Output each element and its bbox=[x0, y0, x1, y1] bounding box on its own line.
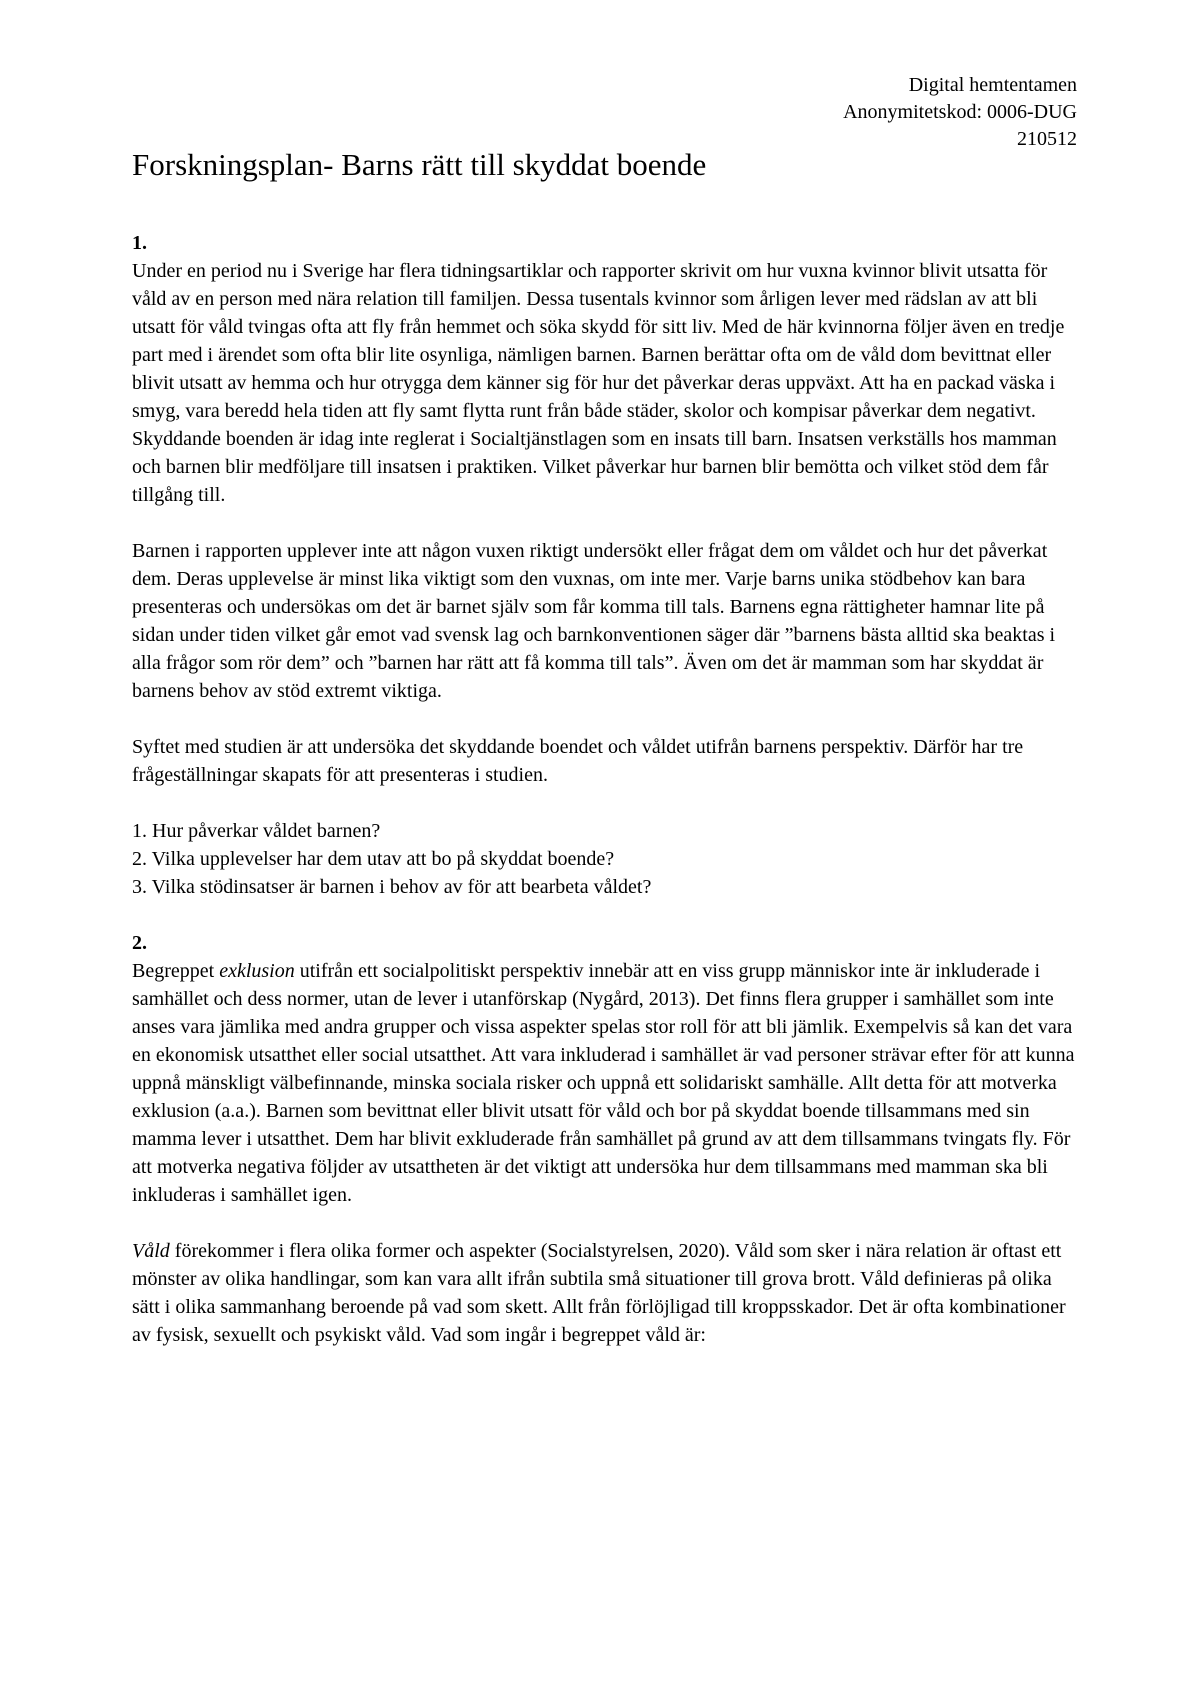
header-anonymity-code: Anonymitetskod: 0006-DUG bbox=[843, 101, 1077, 123]
term-exklusion: exklusion bbox=[219, 960, 295, 982]
section-1-paragraph-2: Barnen i rapporten upplever inte att någon vuxen riktigt undersökt eller frågat dem om våldet och hur det påverkat dem. Deras upplevelse är minst lika viktigt som den vuxnas, om inte mer. Varje barns unika stödbehov kan bara presenteras och undersökas om det är barnet själv som får komma till tals. Barnens egna rättigheter hamnar lite på sidan under tiden vilket går emot vad svensk lag och barnkonventionen säger där ”barnens bästa alltid ska beaktas i alla frågor som rör dem” och ”barnen har rätt att få komma till tals”. Även om det är mamman som har skyddat är barnens behov av stöd extremt viktiga. bbox=[132, 540, 1056, 702]
section-2-paragraph-1 bbox=[132, 957, 1077, 1209]
section-1-number: 1. bbox=[132, 232, 147, 254]
header-exam-type: Digital hemtentamen bbox=[908, 74, 1077, 96]
research-question-3: 3. Vilka stödinsatser är barnen i behov av för att bearbeta våldet? bbox=[132, 876, 652, 898]
document-page bbox=[132, 72, 1077, 1349]
para-text: Begreppet bbox=[132, 960, 220, 982]
section-2-paragraph-2 bbox=[132, 1237, 1077, 1349]
section-1-paragraph-1: Under en period nu i Sverige har flera tidningsartiklar och rapporter skrivit om hur vuxna kvinnor blivit utsatta för våld av en person med nära relation till familjen. Dessa tusentals kvinnor som årligen lever med rädslan av att bli utsatt för våld tvingas ofta att fly från hemmet och söka skydd för sitt liv. Med de här kvinnorna följer även en tredje part med i ärendet som ofta blir lite osynliga, nämligen barnen. Barnen berättar ofta om de våld dom bevittnat eller blivit utsatt av hemma och hur otrygga dem känner sig för hur det påverkar deras uppväxt. Att ha en packad väska i smyg, vara beredd hela tiden att fly samt flytta runt från både städer, skolor och kompisar påverkar dem negativt. Skyddande boenden är idag inte reglerat i Socialtjänstlagen som en insats till barn. Insatsen verkställs hos mamman och barnen blir medföljare till insatsen i praktiken. Vilket påverkar hur barnen blir bemötta och vilket stöd dem får tillgång till. bbox=[132, 260, 1065, 506]
research-question-2: 2. Vilka upplevelser har dem utav att bo på skyddat boende? bbox=[132, 848, 615, 870]
header-date: 210512 bbox=[1017, 128, 1077, 150]
research-questions-list bbox=[132, 817, 1077, 901]
para-text: förekommer i flera olika former och aspekter (Socialstyrelsen, 2020). Våld som sker i nära relation är oftast ett mönster av olika handlingar, som kan vara allt ifrån subtila små situationer till grova brott. Våld definieras på olika sätt i olika sammanhang beroende på vad som skett. Allt från förlöjligad till kroppsskador. Det är ofta kombinationer av fysisk, sexuellt och psykiskt våld. Vad som ingår i begreppet våld är: bbox=[132, 1240, 1066, 1346]
document-title: Forskningsplan- Barns rätt till skyddat boende bbox=[132, 147, 707, 182]
section-2-number: 2. bbox=[132, 932, 147, 954]
document-header bbox=[132, 72, 1077, 153]
para-text: utifrån ett socialpolitiskt perspektiv innebär att en viss grupp människor inte är inkluderade i samhället och dess normer, utan de lever i utanförskap (Nygård, 2013). Det finns flera grupper i samhället som inte anses vara jämlika med andra grupper och vissa aspekter spelas stor roll för att bli jämlik. Exempelvis så kan det vara en ekonomisk utsatthet eller social utsatthet. Att vara inkluderad i samhället är vad personer strävar efter för att kunna uppnå mänskligt välbefinnande, minska sociala risker och uppnå ett solidariskt samhälle. Allt detta för att motverka exklusion (a.a.). Barnen som bevittnat eller blivit utsatt för våld och bor på skyddat boende tillsammans med sin mamma lever i utsatthet. Dem har blivit exkluderade från samhället på grund av att dem tillsammans tvingats fly. För att motverka negativa följder av utsattheten är det viktigt att undersöka hur dem tillsammans med mamman ska bli inkluderas i samhället igen. bbox=[132, 960, 1075, 1206]
term-vald: Våld bbox=[132, 1240, 170, 1262]
research-question-1: 1. Hur påverkar våldet barnen? bbox=[132, 820, 381, 842]
section-1-paragraph-3: Syftet med studien är att undersöka det skyddande boendet och våldet utifrån barnens perspektiv. Därför har tre frågeställningar skapats för att presenteras i studien. bbox=[132, 736, 1024, 786]
